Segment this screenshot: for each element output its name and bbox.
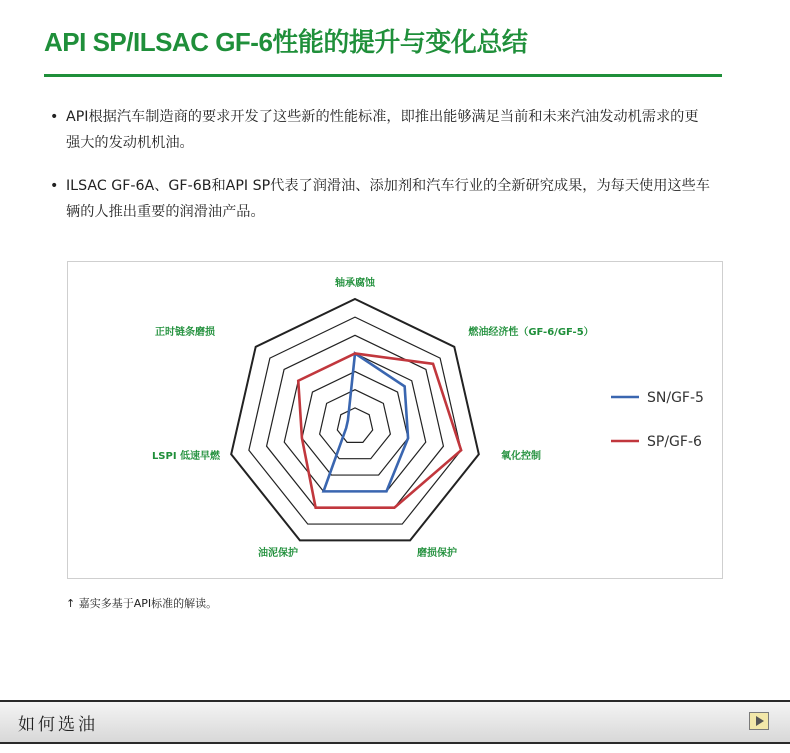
- title-underline: [44, 74, 722, 77]
- grid-ring: [249, 317, 461, 524]
- radar-chart: [68, 262, 722, 578]
- axis-label: 轴承腐蚀: [335, 278, 375, 289]
- bullet-item: [50, 173, 710, 225]
- bullet-text: API根据汽车制造商的要求开发了这些新的性能标准，即推出能够满足当前和未来汽油发动机需求的更强大的发动机机油。: [66, 109, 699, 151]
- bullet-dot: •: [50, 178, 59, 194]
- bullet-dot: •: [50, 109, 59, 125]
- series-line: [324, 353, 409, 491]
- grid-ring: [302, 372, 408, 475]
- grid-ring: [320, 390, 391, 459]
- bullet-item: [50, 104, 710, 156]
- axis-label: 氧化控制: [501, 451, 541, 462]
- axis-label: LSPI 低速早燃: [151, 451, 221, 462]
- footer-nav-label[interactable]: 如何选油: [18, 715, 98, 735]
- footer-bar: [0, 700, 790, 744]
- series-line: [298, 353, 461, 507]
- legend-label: SN/GF-5: [647, 390, 704, 406]
- bullet-text: ILSAC GF-6A、GF-6B和API SP代表了润滑油、添加剂和汽车行业的全新研究成果，为每天使用这些车辆的人推出重要的润滑油产品。: [66, 178, 710, 220]
- page-title: API SP/ILSAC GF-6性能的提升与变化总结: [44, 27, 528, 57]
- footnote: ↑ 嘉实多基于API标准的解读。: [66, 597, 218, 610]
- play-icon[interactable]: [749, 712, 769, 730]
- axis-label: 油泥保护: [258, 548, 298, 559]
- axis-label: 磨损保护: [417, 548, 457, 559]
- radar-chart-panel: [67, 261, 723, 579]
- axis-label: 正时链条磨损: [155, 327, 215, 338]
- axis-label: 燃油经济性（GF-6/GF-5）: [468, 327, 594, 338]
- legend-label: SP/GF-6: [647, 434, 702, 450]
- bullet-list: [50, 104, 710, 242]
